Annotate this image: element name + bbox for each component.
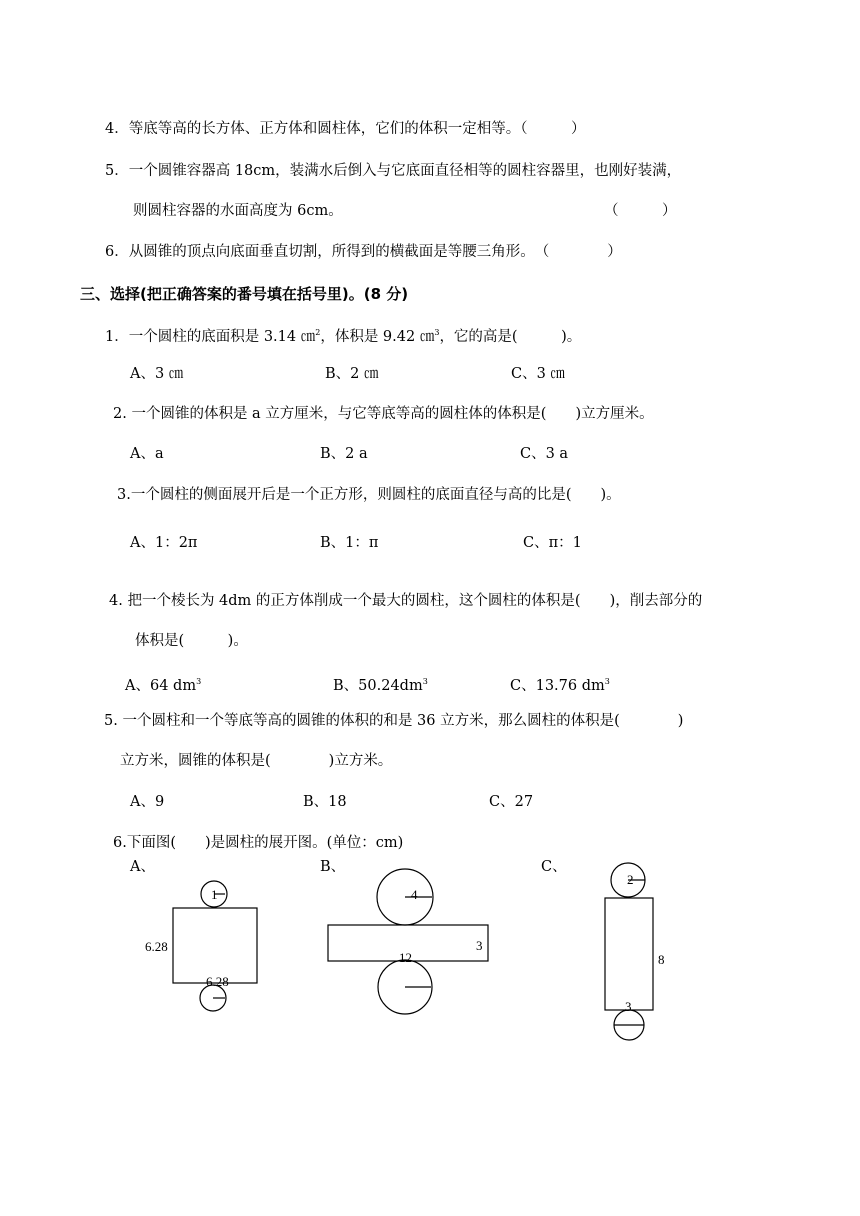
q5-option-c: C、27: [489, 794, 534, 810]
judge-q6: 6．从圆锥的顶点向底面垂直切割，所得到的横截面是等腰三角形。 （ ）: [105, 244, 622, 260]
figure-b-net: [328, 869, 488, 1014]
q2-option-c: C、3 a: [520, 446, 569, 462]
q4-option-c-text: C、13.76 dm: [510, 678, 605, 694]
choice-q5-line2: 立方米，圆锥的体积是( )立方米。: [120, 753, 393, 769]
q1-stem-part3: ，它的高是( )。: [439, 329, 582, 345]
choice-q4-line2: 体积是( )。: [135, 633, 248, 649]
judge-q4: 4．等底等高的长方体、正方体和圆柱体，它们的体积一定相等。（ ）: [105, 121, 586, 137]
figure-c-rectangle: [605, 898, 653, 1010]
q1-option-a: A、3 ㎝: [130, 366, 184, 382]
q2-option-a: A、a: [130, 446, 164, 462]
judge-q5-line2: 则圆柱容器的水面高度为 6cm。: [133, 203, 343, 219]
figure-a-bottom-label: 6.28: [206, 974, 229, 989]
q4-option-a-text: A、64 dm: [125, 678, 197, 694]
q4-option-b-exponent: 3: [422, 677, 428, 686]
q4-option-a-exponent: 3: [196, 677, 202, 686]
judge-q5-answer-paren: （ ）: [604, 203, 677, 219]
q4-option-c-exponent: 3: [604, 677, 610, 686]
choice-q4-line1: 4. 把一个棱长为 4dm 的正方体削成一个最大的圆柱，这个圆柱的体积是( )，削去部分的: [109, 593, 703, 609]
judge-q5-line1: 5．一个圆锥容器高 18cm，装满水后倒入与它底面直径相等的圆柱容器里，也刚好装满，: [105, 163, 682, 179]
q4-option-b-text: B、50.24dm: [333, 678, 423, 694]
q3-option-c: C、π：1: [523, 535, 582, 551]
figure-b-width-label: 12: [399, 950, 412, 965]
q5-option-a: A、9: [130, 794, 165, 810]
figure-a-side-label: 6.28: [145, 939, 168, 954]
q2-option-b: B、2 a: [320, 446, 368, 462]
figure-c-bottom-label: 3: [625, 999, 632, 1014]
q1-stem-part2: ，体积是 9.42 ㎝: [320, 329, 435, 345]
q3-option-b: B、1：π: [320, 535, 379, 551]
choice-q2-stem: 2. 一个圆锥的体积是 a 立方厘米，与它等底等高的圆柱体的体积是( )立方厘米。: [113, 406, 654, 422]
figure-b-top-radius-label: 4: [411, 887, 418, 902]
q3-option-a: A、1：2π: [130, 535, 198, 551]
q1-stem-part1: 1．一个圆柱的底面积是 3.14 ㎝: [105, 329, 316, 345]
choice-q6-stem: 6.下面图( )是圆柱的展开图。(单位：cm): [113, 835, 404, 851]
figure-b-height-label: 3: [476, 938, 483, 953]
q1-option-b: B、2 ㎝: [325, 366, 379, 382]
choice-q5-line1: 5. 一个圆柱和一个等底等高的圆锥的体积的和是 36 立方米，那么圆柱的体积是( ): [104, 713, 684, 729]
figure-a-top-radius-label: 1: [211, 887, 218, 902]
q1-volume-exponent: 3: [434, 328, 440, 337]
figure-c-top-radius-label: 2: [627, 872, 634, 887]
q1-area-exponent: 2: [315, 328, 321, 337]
section-title: 三、选择(把正确答案的番号填在括号里)。(8 分): [80, 285, 409, 303]
q1-option-c: C、3 ㎝: [511, 366, 565, 382]
q5-option-b: B、18: [303, 794, 347, 810]
choice-q3-stem: 3.一个圆柱的侧面展开后是一个正方形，则圆柱的底面直径与高的比是( )。: [117, 487, 621, 503]
q6-label-c: C、: [541, 859, 567, 875]
figure-c-height-label: 8: [658, 952, 665, 967]
q6-label-a: A、: [130, 859, 155, 875]
q6-label-b: B、: [320, 859, 346, 875]
figure-a-rectangle: [173, 908, 257, 983]
